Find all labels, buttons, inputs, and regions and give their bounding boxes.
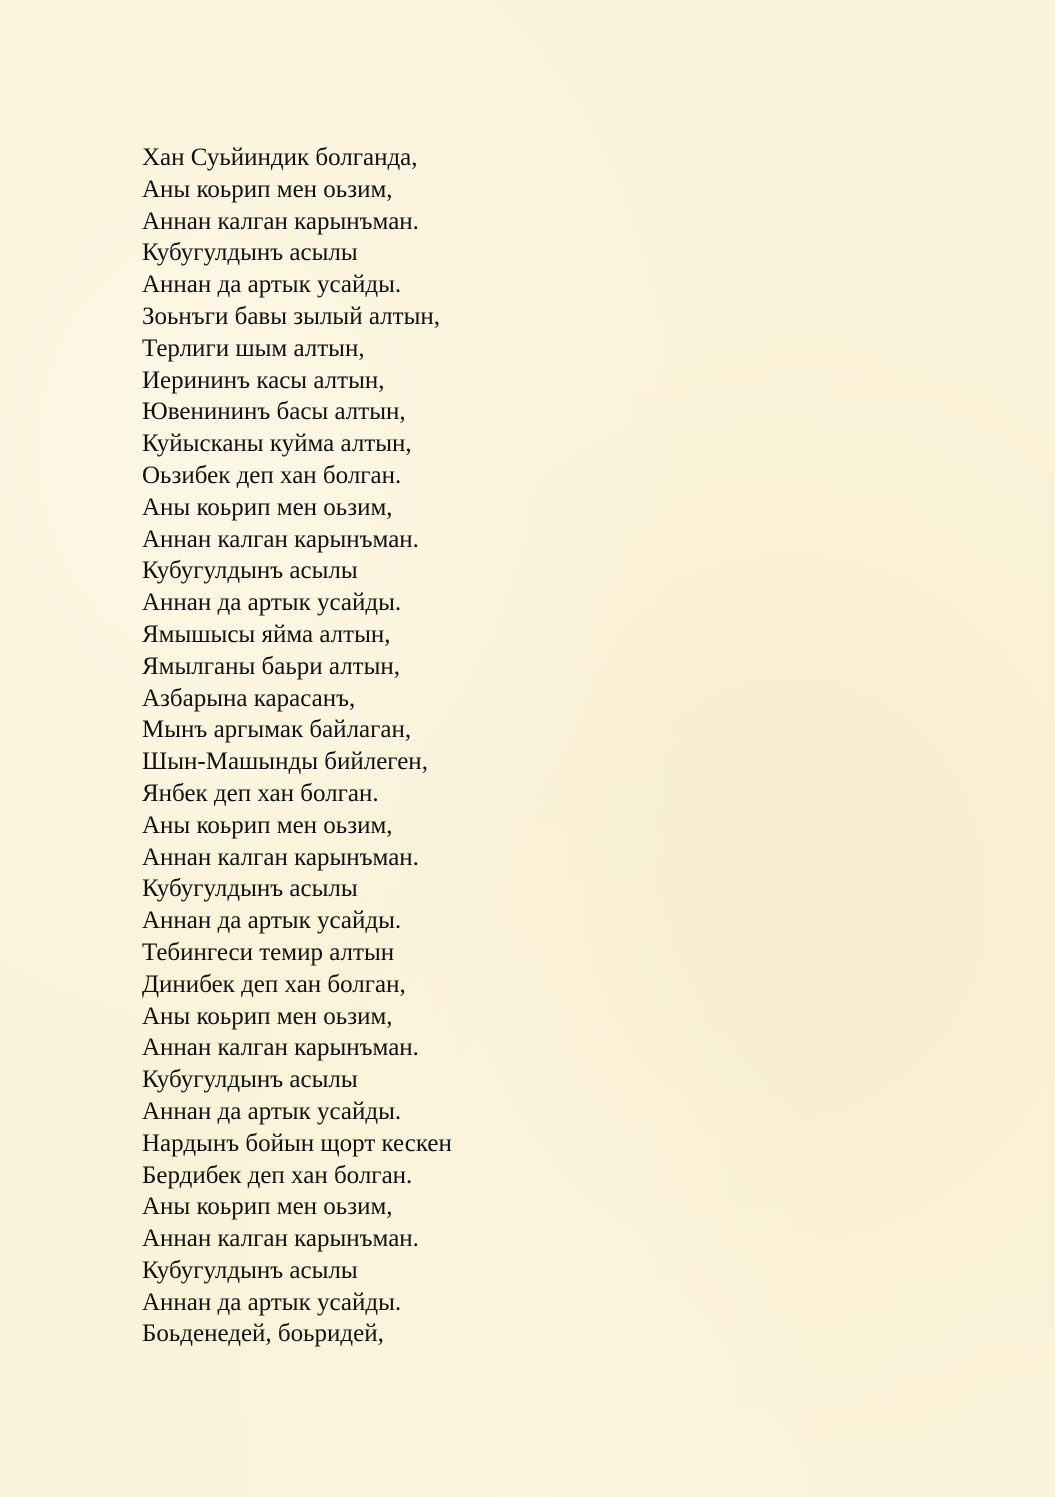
poem-line: Аннан калган карынъман. xyxy=(142,843,419,871)
poem-line: Аны коьрип мен оьзим, xyxy=(142,1002,393,1030)
poem-line: Динибек деп хан болган, xyxy=(142,970,406,998)
poem-line: Аннан да артык усайды. xyxy=(142,589,402,617)
poem-line: Бердибек деп хан болган. xyxy=(142,1161,413,1189)
poem-line: Боьденедей, боьридей, xyxy=(142,1320,384,1348)
poem-line: Кубугулдынъ асылы xyxy=(142,557,358,585)
poem-line: Терлиги шым алтын, xyxy=(142,334,365,362)
poem-line: Ямышысы яйма алтын, xyxy=(142,620,391,648)
poem-line: Кубугулдынъ асылы xyxy=(142,1256,358,1284)
poem-line: Аннан да артык усайды. xyxy=(142,907,402,935)
poem-line: Куйысканы куйма алтын, xyxy=(142,430,412,458)
poem-line: Аннан калган карынъман. xyxy=(142,525,419,553)
poem-line: Аны коьрип мен оьзим, xyxy=(142,1193,393,1221)
poem-line: Шын-Машынды бийлеген, xyxy=(142,748,428,776)
poem-line: Аннан калган карынъман. xyxy=(142,1034,419,1062)
poem-line: Ювенининъ басы алтын, xyxy=(142,398,406,426)
poem-line: Иерининъ касы алтын, xyxy=(142,366,385,394)
poem-line: Хан Суьйиндик болганда, xyxy=(142,144,418,171)
poem-line: Зоьнъги бавы зылый алтын, xyxy=(142,302,440,330)
poem-line: Аны коьрип мен оьзим, xyxy=(142,493,393,521)
poem-line: Мынъ аргымак байлаган, xyxy=(142,716,412,744)
poem-line: Азбарына карасанъ, xyxy=(142,684,356,712)
poem-line: Аннан да артык усайды. xyxy=(142,271,402,299)
poem-line: Кубугулдынъ асылы xyxy=(142,1066,358,1094)
poem-line: Тебингеси темир алтын xyxy=(142,938,395,966)
poem-line: Аны коьрип мен оьзим, xyxy=(142,811,393,839)
poem-line: Аннан да артык усайды. xyxy=(142,1097,402,1125)
poem-line: Ямылганы баьри алтын, xyxy=(142,652,401,680)
poem-line: Нардынъ бойын щорт кескен xyxy=(142,1129,452,1157)
poem-line: Аннан калган карынъман. xyxy=(142,207,419,235)
poem-line: Аннан калган карынъман. xyxy=(142,1225,419,1253)
poem-line: Оьзибек деп хан болган. xyxy=(142,461,402,489)
poem-line: Янбек деп хан болган. xyxy=(142,779,379,807)
poem-line: Аны коьрип мен оьзим, xyxy=(142,175,393,203)
poem-line: Аннан да артык усайды. xyxy=(142,1288,402,1316)
poem-line: Кубугулдынъ асылы xyxy=(142,875,358,903)
poem-text xyxy=(142,142,452,1350)
poem-line: Кубугулдынъ асылы xyxy=(142,239,358,267)
